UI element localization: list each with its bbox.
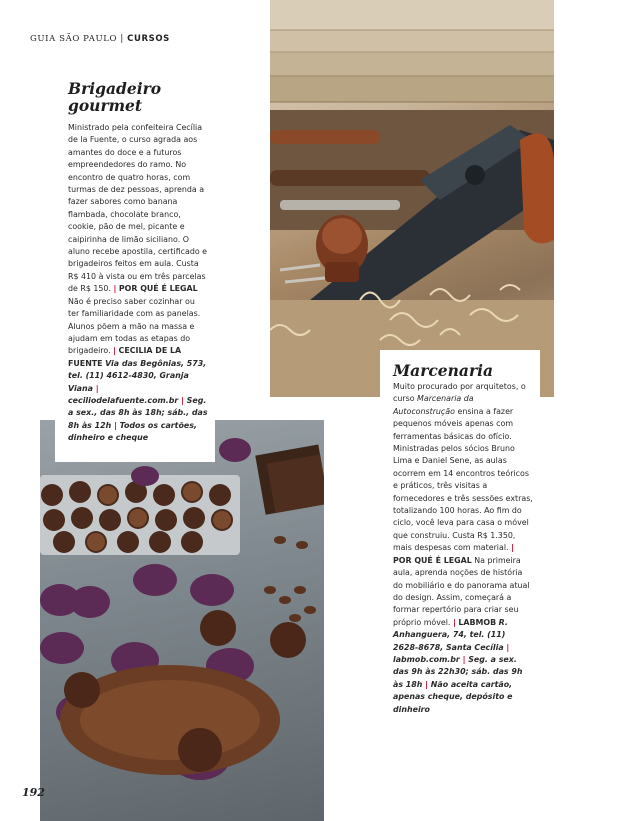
- separator-bar: |: [511, 543, 514, 553]
- marcenaria-venue: LABMOB: [458, 617, 497, 627]
- separator-bar: |: [422, 679, 431, 689]
- running-head-divider: |: [120, 34, 124, 44]
- brigadeiro-body: [68, 122, 208, 445]
- page-number: 192: [22, 786, 45, 799]
- brigadeiro-title: Brigadeiro gourmet: [68, 79, 162, 115]
- separator-bar: |: [178, 395, 187, 405]
- separator-bar: |: [459, 654, 469, 664]
- brigadeiro-address: Via das Begônias, 573, tel. (11) 4612-4830, Granja Viana: [68, 358, 207, 393]
- marcenaria-website[interactable]: labmob.com.br: [393, 654, 460, 664]
- brigadeiro-why-label: POR QUÉ É LEGAL: [118, 284, 198, 294]
- woodworking-photo: [270, 0, 554, 397]
- separator-bar: |: [111, 420, 120, 430]
- marcenaria-body: [393, 381, 533, 716]
- brigadeiro-venue: CECILIA DE LA FUENTE: [68, 346, 182, 368]
- separator-bar: |: [452, 617, 456, 627]
- section-name: CURSOS: [127, 34, 170, 44]
- separator-bar: |: [113, 284, 117, 294]
- marcenaria-payment: Não aceita cartão, apenas cheque, depósito e dinheiro: [393, 679, 513, 714]
- brigadeiro-description: Ministrado pela confeiteira Cecília de la Fuente, o curso agrada aos amantes do doce e a futuros empreendedores do ramo. No encontro de quatro horas, com turmas de dez pessoas, aprenda a fazer sabores como banana flambada, chocolate branco, cookie, pão de mel, picante e caipirinha de limão siciliano. O aluno recebe apostila, certificado e brigadeiros feitos em aula. Custa R$ 410 à vista ou em três parcelas de R$ 150.: [68, 123, 208, 294]
- marcenaria-address: R. Anhanguera, 74, tel. (11) 2628-8678, Santa Cecília: [393, 617, 508, 652]
- marcenaria-hours: Seg. a sex. das 9h às 22h30; sáb. das 9h às 18h: [393, 654, 523, 689]
- brigadeiro-photo: [40, 420, 324, 821]
- guide-name: GUIA SÃO PAULO: [30, 34, 118, 44]
- running-head: [30, 34, 170, 44]
- brigadeiro-hours: Seg. a sex., das 8h às 18h; sáb., das 8h às 12h: [68, 395, 208, 430]
- marcenaria-title: Marcenaria: [393, 361, 494, 380]
- brigadeiro-why-text: Não é preciso saber cozinhar ou ter familiaridade com as panelas. Alunos põem a mão na massa e ajudam em todas as etapas do brigadeiro.: [68, 296, 201, 356]
- separator-bar: |: [113, 346, 117, 356]
- woodworking-illustration: [270, 0, 554, 397]
- marcenaria-why-label: POR QUÉ É LEGAL: [393, 555, 472, 565]
- brigadeiro-website[interactable]: ceciliodelafuente.com.br: [68, 395, 179, 405]
- separator-bar: |: [92, 383, 99, 393]
- separator-bar: |: [503, 642, 510, 652]
- marcenaria-description-a: Muito procurado por arquitetos, o curso: [393, 382, 526, 404]
- marcenaria-why-text: Na primeira aula, aprenda noções de história do mobiliário e do panorama atual do design. Assim, começará a formar repertório para criar seu próprio móvel.: [393, 555, 530, 627]
- brigadeiro-illustration: [40, 420, 324, 821]
- brigadeiro-payment: Todos os cartões, dinheiro e cheque: [68, 420, 197, 443]
- marcenaria-description-b: ensina a fazer pequenos móveis apenas com ferramentas básicas do ofício. Ministradas pelos sócios Bruno Lima e Daniel Sene, as aulas ocorrem em 14 encontros teóricos e práticos, três visitas a fornecedores e três sessões extras, totalizando 100 horas. Ao fim do ciclo, você leva para casa o móvel que construiu. Custa R$ 1.350, mais despesas com material.: [393, 406, 533, 553]
- marcenaria-course-name: Marcenaria da Autoconstrução: [393, 394, 474, 416]
